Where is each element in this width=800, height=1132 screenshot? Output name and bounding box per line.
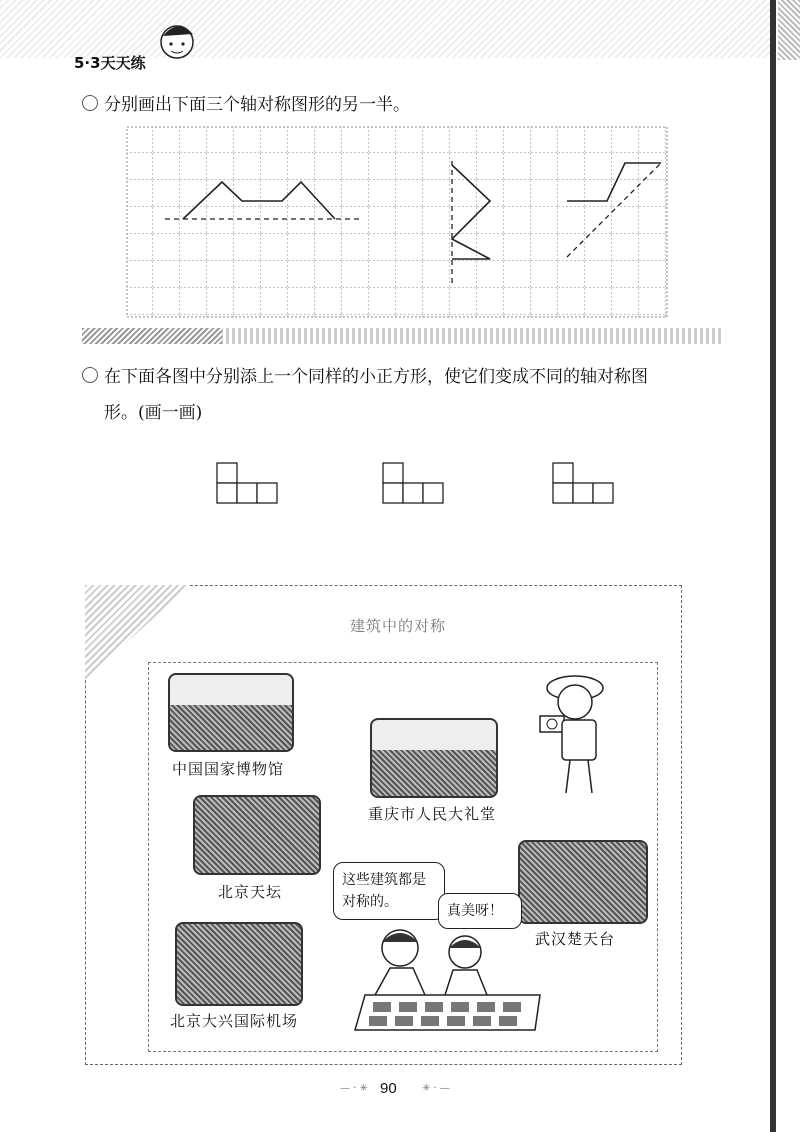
wuhan-caption: 武汉楚天台 — [535, 930, 616, 948]
question-2-line-1: 在下面各图中分别添上一个同样的小正方形，使它们变成不同的轴对称图 — [104, 367, 648, 387]
boy-speech-bubble: 这些建筑都是对称的。 — [333, 862, 445, 920]
chongqing-caption: 重庆市人民大礼堂 — [368, 805, 497, 823]
page-edge-decoration — [778, 0, 800, 60]
question-marker-icon — [82, 95, 98, 111]
cartoon-boy-icon — [155, 18, 201, 68]
girl-speech-bubble: 真美呀！ — [438, 893, 522, 929]
page-number-decoration-left: — · ✳ — [340, 1083, 368, 1094]
chongqing-photo — [370, 718, 498, 798]
brand-label: 5·3天天练 — [74, 54, 146, 72]
tiantan-caption: 北京天坛 — [218, 883, 283, 901]
kid-with-camera-icon — [530, 668, 620, 803]
question-2 — [82, 362, 648, 387]
question-marker-icon — [82, 367, 98, 383]
feature-title: 建筑中的对称 — [349, 617, 446, 635]
museum-photo — [168, 673, 294, 752]
museum-caption: 中国国家博物馆 — [172, 760, 285, 778]
children-viewing-photos-icon — [345, 920, 545, 1035]
square-figures — [210, 460, 620, 505]
wuhan-photo — [518, 840, 648, 924]
page-number: 90 — [380, 1080, 397, 1097]
header-decoration — [0, 0, 770, 58]
question-1 — [82, 90, 410, 115]
section-divider — [82, 328, 722, 344]
question-2-line-2: 形。(画一画) — [104, 403, 203, 423]
airport-caption: 北京大兴国际机场 — [170, 1012, 299, 1030]
page-edge-bar — [770, 0, 776, 1132]
question-1-text: 分别画出下面三个轴对称图形的另一半。 — [104, 95, 410, 115]
grid-figures — [125, 125, 670, 320]
page-number-decoration-right: ✳ · — — [422, 1083, 450, 1094]
tiantan-photo — [193, 795, 321, 875]
airport-photo — [175, 922, 303, 1006]
